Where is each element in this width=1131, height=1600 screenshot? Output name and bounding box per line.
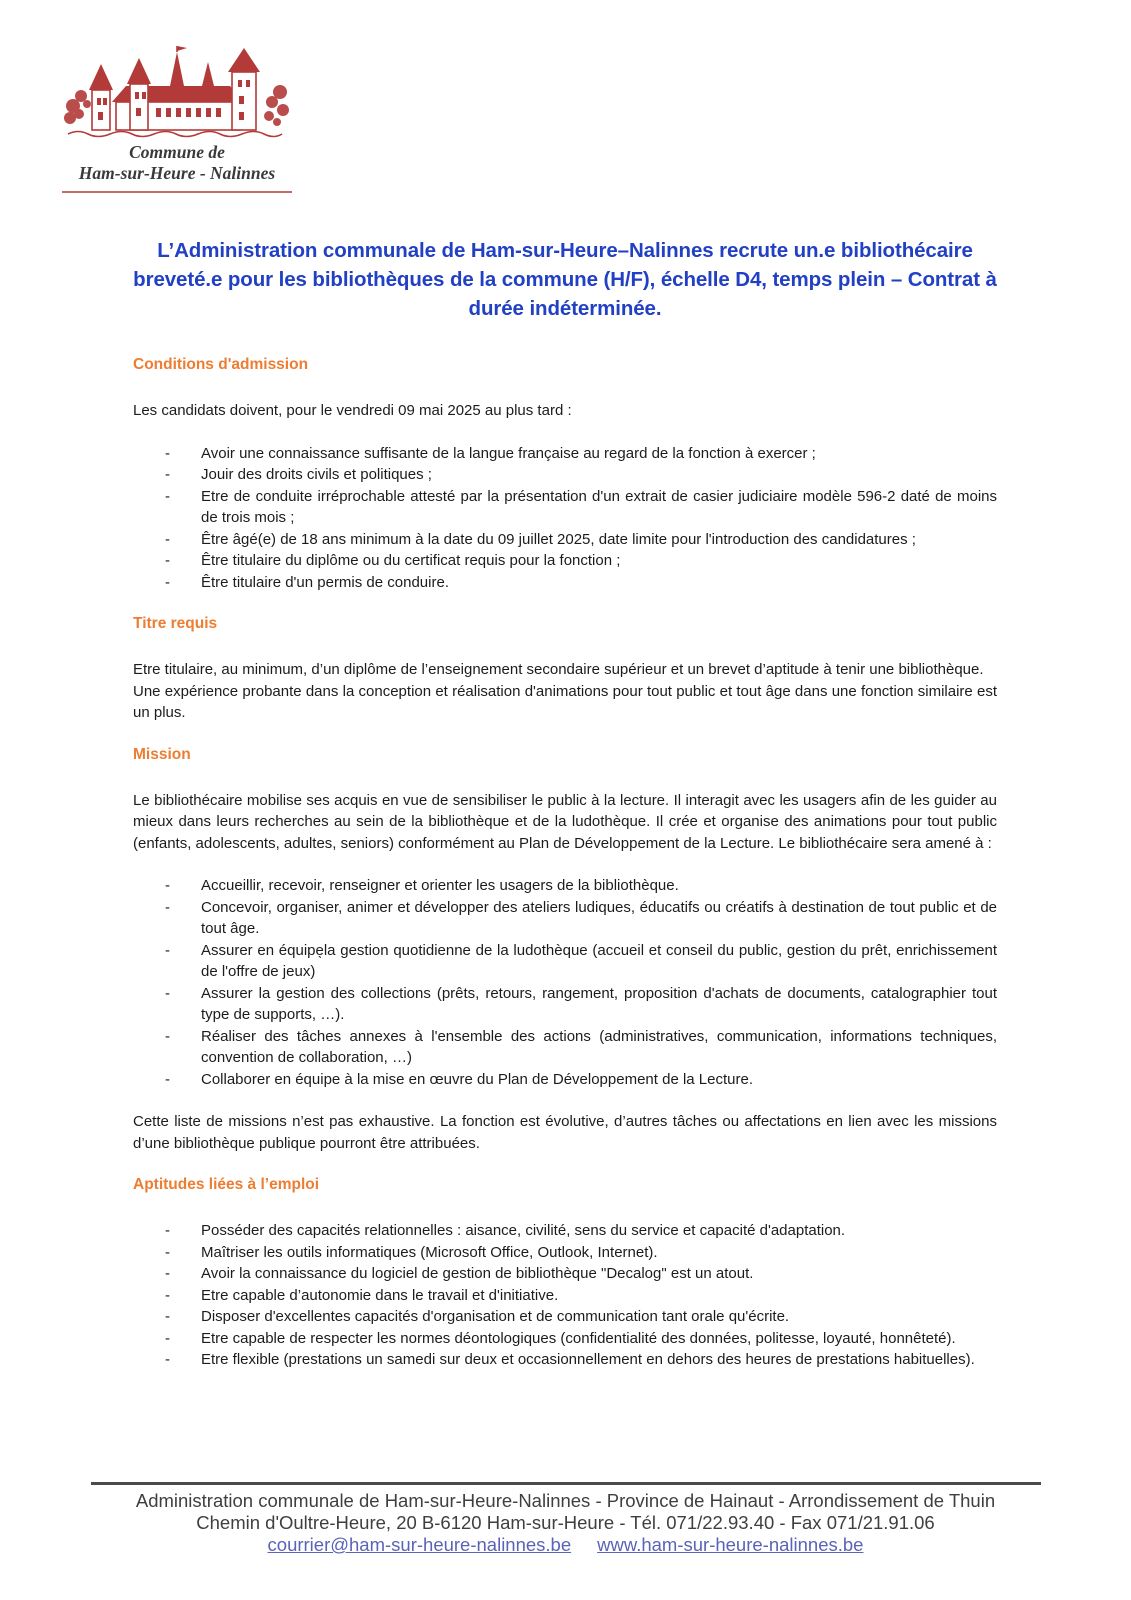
list-item [133,529,997,551]
section-heading-mission: Mission [133,745,191,763]
logo-underline [62,191,292,193]
list-item [133,1263,997,1285]
logo-org-name-line2: Ham-sur-Heure - Nalinnes [78,163,276,183]
mission-outro: Cette liste de missions n’est pas exhaustive. La fonction est évolutive, d’autres tâches ou affectations en lien avec les missions d’une bibliothèque publique pourront être attribuées. [133,1113,997,1152]
list-item [133,1285,997,1307]
list-item-text: Assurer en équipe̖la gestion quotidienne de la ludothèque (accueil et conseil du public, gestion du prêt, enrichissement de l'offre de jeux) [201,941,997,980]
bullet-dash: - [165,1027,170,1045]
titre-requis-paragraph-1: Etre titulaire, au minimum, d’un diplôme de l’enseignement secondaire supérieur et un brevet d’aptitude à tenir une bibliothèque. [133,661,984,678]
list-item-text: Collaborer en équipe à la mise en œuvre du Plan de Développement de la Lecture. [201,1070,753,1088]
list-item [133,550,997,572]
section-heading-titre-requis: Titre requis [133,615,218,632]
bullet-dash: - [165,487,170,505]
bullet-dash: - [165,984,170,1002]
bullet-dash: - [165,573,170,591]
list-item-text: Etre flexible (prestations un samedi sur deux et occasionnellement en dehors des heures de prestations habituelles). [201,1351,975,1368]
list-item-text: Jouir des droits civils et politiques ; [201,466,432,483]
list-item [133,1306,997,1328]
list-item [133,940,997,983]
list-item-text: Réaliser des tâches annexes à l'ensemble des actions (administratives, communication, informations techniques, convention de collaboration, …) [201,1027,997,1066]
list-item-text: Maîtriser les outils informatiques (Microsoft Office, Outlook, Internet). [201,1243,658,1261]
footer-divider [91,1482,1041,1485]
list-item-text: Être âgé(e) de 18 ans minimum à la date du 09 juillet 2025, date limite pour l'introduction des candidatures ; [201,530,916,548]
footer-website-link[interactable]: www.ham-sur-heure-nalinnes.be [597,1534,864,1555]
bullet-dash: - [165,877,170,894]
bullet-dash: - [165,1070,170,1088]
titre-requis-paragraph-2: Une expérience probante dans la conception et réalisation d'animations pour tout public et tout âge dans une fonction similaire est un plus. [133,682,997,721]
bullet-dash: - [165,466,170,483]
list-item [133,1069,997,1091]
bullet-dash: - [165,552,170,569]
list-item [133,1328,997,1350]
bullet-dash: - [165,1308,170,1325]
page-footer [0,1482,1131,1556]
bullet-dash: - [165,1286,170,1304]
mission-intro: Le bibliothécaire mobilise ses acquis en vue de sensibiliser le public à la lecture. Il interagit avec les usagers afin de les guider au mieux dans leurs recherches au sein de la bibliothèque et de la ludothèque. Il crée et organise des animations pour tout public (enfants, adolescents, adultes, seniors) conformément au Plan de Développement de la Lecture. Le bibliothécaire sera amené à : [133,791,997,852]
list-item-text: Etre de conduite irréprochable attesté par la présentation d'un extrait de casier judiciaire modèle 596-2 daté de moins de trois mois ; [201,487,997,526]
list-item [133,572,997,594]
list-item-text: Concevoir, organiser, animer et développer des ateliers ludiques, éducatifs ou créatifs à destination de tout public et de tout âge. [201,898,997,937]
bullet-dash: - [165,1222,170,1239]
commune-logo [60,44,294,193]
bullet-dash: - [165,1329,170,1347]
list-item [133,983,997,1026]
list-item [133,1026,997,1069]
conditions-intro: Les candidats doivent, pour le vendredi 09 mai 2025 au plus tard : [133,402,572,419]
list-item [133,1220,997,1242]
footer-links [0,1534,1131,1556]
list-item [133,1242,997,1264]
list-item-text: Posséder des capacités relationnelles : aisance, civilité, sens du service et capacité d'adaptation. [201,1222,846,1239]
list-item [133,486,997,529]
list-item-text: Avoir la connaissance du logiciel de gestion de bibliothèque "Decalog" est un atout. [201,1265,754,1282]
bullet-dash: - [165,1351,170,1368]
list-item [133,897,997,940]
list-item-text: Etre capable d’autonomie dans le travail et d'initiative. [201,1286,559,1304]
footer-email-link[interactable]: courrier@ham-sur-heure-nalinnes.be [267,1534,572,1555]
aptitudes-list [133,1220,997,1371]
list-item-text: Etre capable de respecter les normes déontologiques (confidentialité des données, politesse, loyauté, honnêteté). [201,1329,956,1347]
bullet-dash: - [165,1265,170,1282]
list-item [133,443,997,465]
conditions-list [133,443,997,594]
bullet-dash: - [165,898,170,916]
document-body [133,236,997,1392]
section-heading-aptitudes: Aptitudes liées à l’emploi [133,1176,320,1193]
footer-address-line1: Administration communale de Ham-sur-Heure-Nalinnes - Province de Hainaut - Arrondissement de Thuin [135,1490,996,1511]
bullet-dash: - [165,444,170,462]
bullet-dash: - [165,530,170,548]
section-heading-conditions: Conditions d'admission [133,356,309,373]
list-item-text: Avoir une connaissance suffisante de la langue française au regard de la fonction à exercer ; [201,444,816,462]
list-item-text: Être titulaire d'un permis de conduire. [201,573,449,591]
list-item-text: Assurer la gestion des collections (prêts, retours, rangement, proposition d'achats de documents, catalographier tout type de supports, …). [201,984,997,1023]
list-item [133,1349,997,1371]
bullet-dash: - [165,1243,170,1261]
list-item-text: Être titulaire du diplôme ou du certificat requis pour la fonction ; [201,552,621,569]
list-item-text: Accueillir, recevoir, renseigner et orienter les usagers de la bibliothèque. [201,877,679,894]
list-item [133,464,997,486]
footer-address-line2: Chemin d'Oultre-Heure, 20 B-6120 Ham-sur-Heure - Tél. 071/22.93.40 - Fax 071/21.91.06 [196,1512,935,1533]
list-item [133,875,997,897]
job-posting-title: L’Administration communale de Ham-sur-Heure–Nalinnes recrute un.e bibliothécaire breveté.e pour les bibliothèques de la commune (H/F), échelle D4, temps plein – Contrat à durée indéterminée. [133,239,997,320]
logo-org-name-line1: Commune de [129,142,225,162]
list-item-text: Disposer d'excellentes capacités d'organisation et de communication tant orale qu'écrite. [201,1308,790,1325]
castle-logo-icon [64,44,290,140]
mission-list [133,875,997,1090]
bullet-dash: - [165,941,170,959]
